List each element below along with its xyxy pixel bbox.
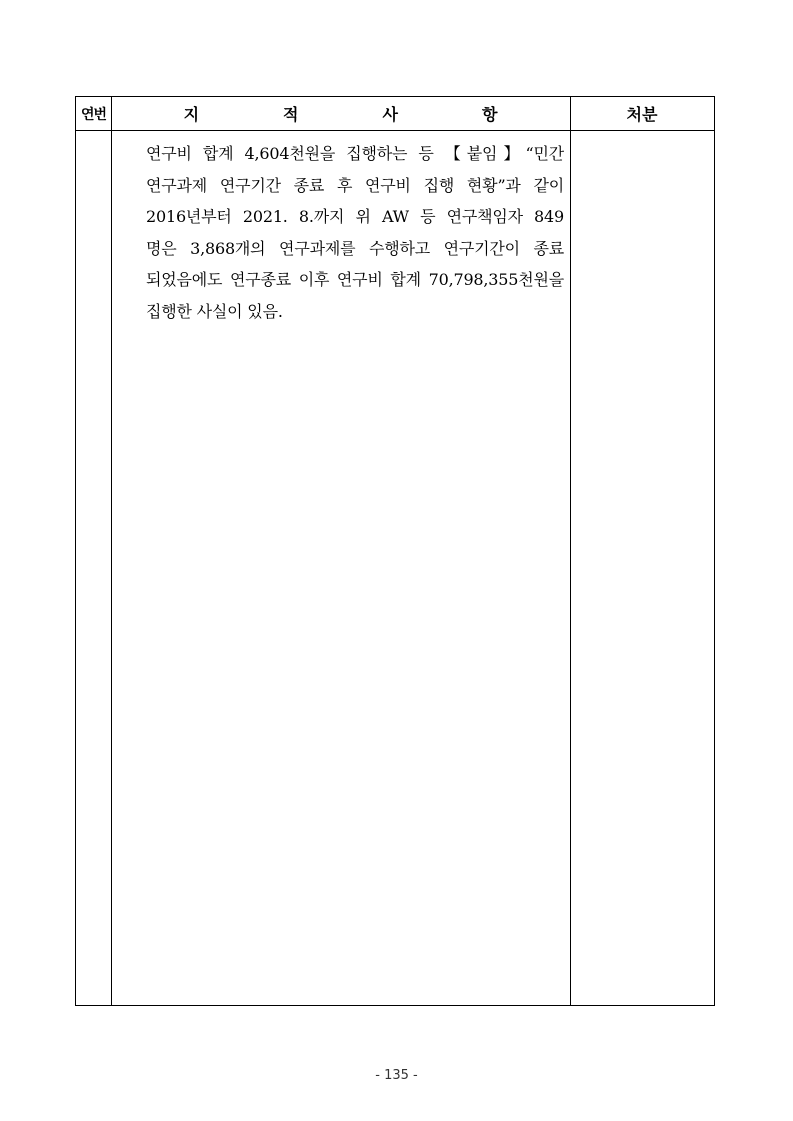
header-findings-char: 적 [283, 105, 299, 124]
header-findings-char: 사 [382, 105, 398, 124]
findings-line: 연구과제 연구기간 종료 후 연구비 집행 현황”과 같이 [146, 175, 564, 195]
findings-line: 집행한 사실이 있음. [146, 301, 283, 321]
header-divider [76, 130, 714, 131]
header-findings-char: 지 [183, 105, 200, 124]
column-divider [111, 97, 112, 1005]
findings-line: 연구비 합계 4,604천원을 집행하는 등 【붙임】“민간 [146, 144, 564, 163]
column-divider [570, 97, 571, 1005]
header-findings-char: 항 [481, 105, 498, 124]
findings-line: 2016년부터 2021. 8.까지 위 AW 등 연구책임자 849 [146, 207, 564, 226]
findings-line: 되었음에도 연구종료 이후 연구비 합계 70,798,355천원을 [146, 270, 564, 289]
header-findings [111, 97, 570, 130]
header-number: 연번 [80, 106, 107, 123]
header-action: 처분 [626, 105, 658, 124]
findings-table [75, 96, 715, 1006]
findings-text [146, 138, 564, 327]
page-number: - 135 - [375, 1068, 418, 1083]
findings-line: 명은 3,868개의 연구과제를 수행하고 연구기간이 종료 [146, 238, 564, 258]
